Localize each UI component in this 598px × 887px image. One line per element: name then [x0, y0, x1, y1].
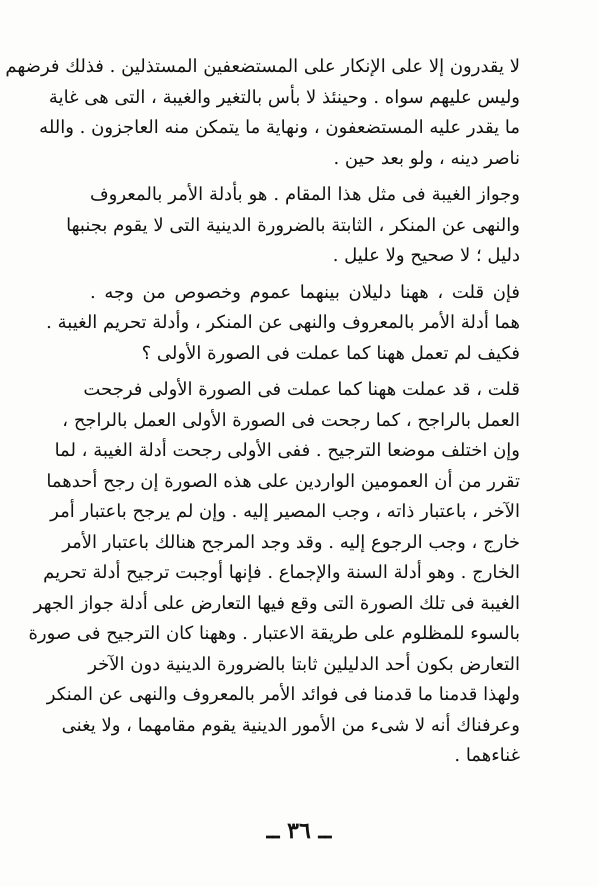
text-line: غناءهما . [454, 745, 520, 766]
text-line: الغيبة فى تلك الصورة التى وقع فيها التعارض على أدلة جواز الجهر [33, 592, 520, 614]
text-line: التعارض بكون أحد الدليلين ثابتا بالضرورة الدينية دون الآخر [88, 653, 520, 675]
text-line: فإن قلت ، ههنا دليلان بينهما عموم وخصوص من وجه . [90, 281, 520, 303]
text-line: ما يقدر عليه المستضعفون ، ونهاية ما يتمكن منه العاجزون . والله [39, 117, 520, 138]
text-line: تقرر من أن العمومين الواردين على هذه الصورة إن رجح أحدهما [46, 470, 520, 492]
page-number: ــ ٣٦ ــ [266, 818, 332, 844]
text-line: وعرفناك أنه لا شىء من الأمور الدينية يقوم مقامهما ، ولا يغنى [61, 714, 520, 736]
text-line: وجواز الغيبة فى مثل هذا المقام . هو بأدلة الأمر بالمعروف [90, 184, 520, 205]
text-line: والنهى عن المنكر ، الثابتة بالضرورة الدينية التى لا يقوم بجنبها [66, 214, 520, 236]
text-line: دليل ؛ لا صحيح ولا عليل . [332, 245, 520, 266]
paragraph-3 [46, 278, 520, 370]
text-line: العمل بالراجح ، كما رجحت فى الصورة الأولى العمل بالراجح ، [62, 409, 520, 431]
text-line: قلت ، قد عملت ههنا كما عملت فى الصورة الأولى فرجحت [83, 379, 520, 400]
text-line: فكيف لم تعمل ههنا كما عملت فى الصورة الأولى ؟ [141, 342, 520, 364]
text-line: الآخر ، باعتبار ذاته ، وجب المصير إليه . وإن لم يرجح باعتبار أمر [50, 501, 520, 522]
text-line: ناصر دينه ، ولو بعد حين . [333, 147, 520, 169]
paragraph-4 [28, 375, 520, 772]
page-body-text [5, 52, 520, 778]
paragraph-2 [66, 180, 520, 272]
text-line: وليس عليهم سواه . وحينئذ لا بأس بالتغير والغيبة ، التى هى غاية [48, 86, 520, 108]
text-line: وإن اختلف موضعا الترجيح . ففى الأولى رجحت أدلة الغيبة ، لما [54, 440, 520, 461]
paragraph-1 [5, 52, 520, 174]
text-line: الخارج . وهو أدلة السنة والإجماع . فإنها أوجبت ترجيح أدلة تحريم [43, 562, 520, 583]
text-line: هما أدلة الأمر بالمعروف والنهى عن المنكر ، وأدلة تحريم الغيبة . [46, 312, 520, 333]
text-line: لا يقدرون إلا على الإنكار على المستضعفين المستذلين . فذلك فرضهم [5, 56, 520, 77]
text-line: بالسوء للمظلوم على طريقة الاعتبار . وههنا كان الترجيح فى صورة [28, 623, 520, 644]
text-line: خارج ، وجب الرجوع إليه . وقد وجد المرجح هنالك باعتبار الأمر [62, 531, 520, 553]
text-line: ولهذا قدمنا ما قدمنا فى فوائد الأمر بالمعروف والنهى عن المنكر [46, 684, 520, 705]
